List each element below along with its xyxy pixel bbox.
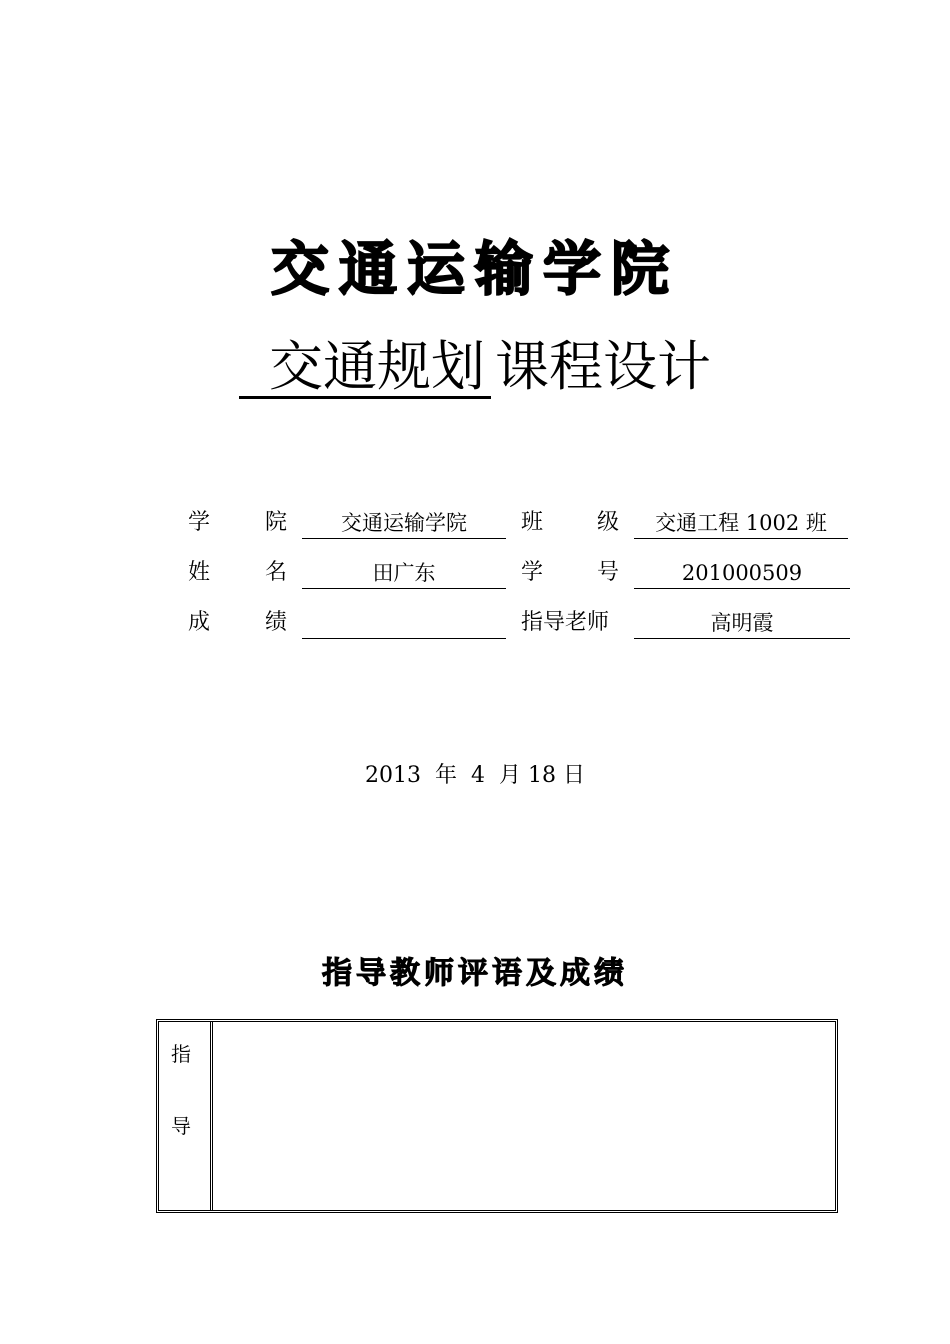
course-title — [0, 335, 950, 399]
review-side-char-2: 导 — [171, 1114, 191, 1138]
class-value: 交通工程 1002 班 — [634, 508, 848, 539]
college-value: 交通运输学院 — [302, 508, 506, 539]
name-label-char-2: 名 — [265, 560, 288, 585]
course-name-underlined: 交通规划 — [239, 338, 491, 399]
class-label-char-2: 级 — [597, 510, 620, 535]
college-label-char-2: 院 — [265, 510, 288, 535]
student-id-label-char-2: 号 — [597, 560, 620, 585]
class-label-char-1: 班 — [521, 510, 544, 535]
course-suffix: 课程设计 — [495, 335, 711, 398]
school-title: 交通运输学院 — [270, 235, 679, 303]
grade-label-char-2: 绩 — [265, 610, 288, 635]
advisor-label: 指导老师 — [521, 610, 610, 635]
review-side-char-1: 指 — [171, 1042, 191, 1066]
name-value: 田广东 — [302, 558, 506, 589]
college-label-char-1: 学 — [188, 510, 211, 535]
date-line: 2013 年 4 月 18 日 — [365, 763, 585, 788]
student-id-label-char-1: 学 — [521, 560, 544, 585]
grade-value — [302, 608, 506, 639]
review-box-divider — [210, 1022, 213, 1210]
review-box — [156, 1019, 838, 1213]
name-label-char-1: 姓 — [188, 560, 211, 585]
grade-label-char-1: 成 — [188, 610, 211, 635]
advisor-value: 高明霞 — [634, 608, 850, 639]
review-title: 指导教师评语及成绩 — [322, 956, 628, 991]
student-id-value: 201000509 — [634, 558, 850, 589]
